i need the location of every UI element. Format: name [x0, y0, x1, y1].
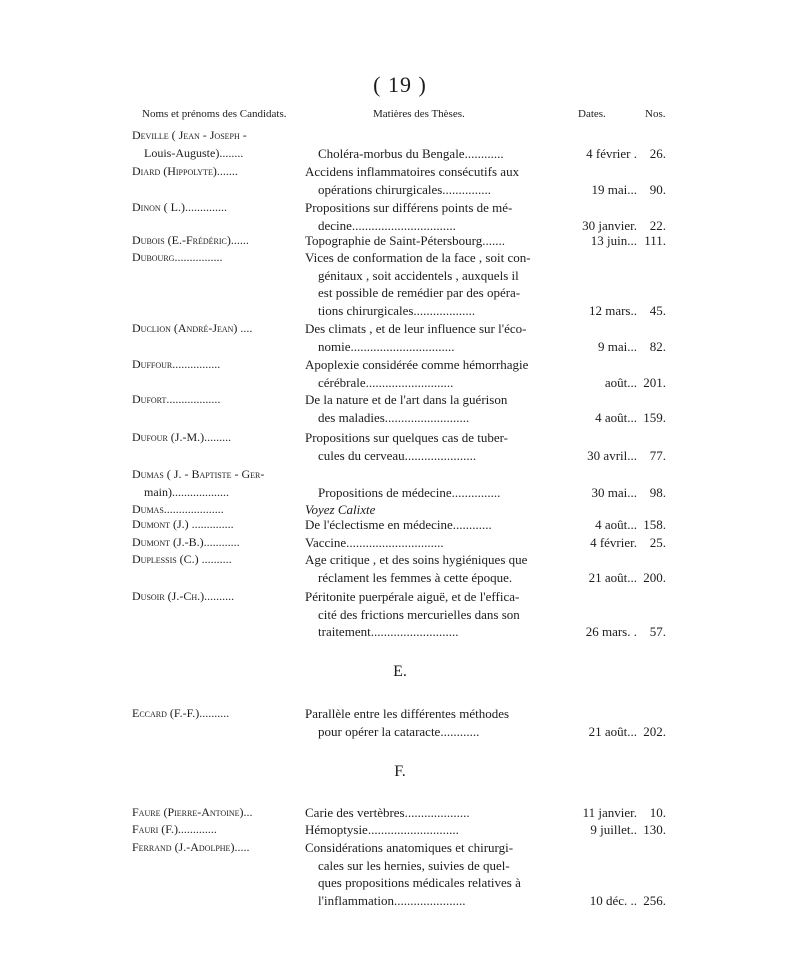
thesis-date: 9 juillet..	[590, 822, 637, 837]
thesis-subject: Propositions sur quelques cas de tuber-	[305, 430, 509, 445]
candidate-name: Dusoir (J.-Ch.)..........	[132, 589, 235, 603]
thesis-number: 201.	[643, 374, 666, 390]
thesis-subject: Voyez Calixte	[305, 502, 376, 517]
candidate-name: Eccard (F.-F.)..........	[132, 706, 230, 720]
candidate-name: Dinon ( L.)..............	[132, 200, 227, 214]
candidate-name: Dumont (J.-B.)............	[132, 535, 240, 549]
thesis-number: 111.	[644, 233, 666, 248]
thesis-date: 30 janvier.	[582, 217, 637, 233]
candidate-name: Dumont (J.) ..............	[132, 517, 234, 531]
entry-line	[0, 589, 800, 607]
thesis-number: 22.	[649, 217, 666, 233]
candidate-name: Dufort..................	[132, 392, 221, 406]
thesis-date: 13 juin...	[590, 233, 637, 248]
thesis-number: 158.	[643, 517, 666, 532]
thesis-number: 25.	[649, 535, 666, 550]
thesis-subject: ques propositions médicales relatives à	[318, 875, 521, 891]
entry-line	[0, 146, 800, 164]
thesis-subject: Parallèle entre les différentes méthodes	[305, 706, 510, 721]
thesis-subject: Propositions sur différens points de mé-	[305, 200, 513, 215]
thesis-date: 4 août...	[595, 517, 637, 532]
candidate-name: Fauri (F.).............	[132, 822, 217, 836]
thesis-subject: Choléra-morbus du Bengale............	[318, 145, 504, 161]
entry-line	[0, 724, 800, 742]
thesis-date: 30 avril...	[587, 447, 637, 463]
thesis-subject: opérations chirurgicales...............	[318, 181, 492, 197]
candidate-name: main)...................	[144, 484, 229, 499]
candidate-name: Louis-Auguste)........	[144, 145, 244, 160]
thesis-subject: Péritonite puerpérale aiguë, et de l'effica-	[305, 589, 520, 604]
entry-line	[0, 357, 800, 375]
entry-line	[0, 250, 800, 268]
entry-line	[0, 552, 800, 570]
entry-line	[0, 375, 800, 393]
thesis-number: 90.	[649, 181, 666, 197]
thesis-subject: Vices de conformation de la face , soit con-	[305, 250, 531, 265]
thesis-number: 200.	[643, 569, 666, 585]
thesis-date: 19 mai...	[591, 181, 637, 197]
thesis-date: 12 mars..	[588, 302, 637, 318]
thesis-date: 4 août...	[595, 409, 637, 425]
entry-line	[0, 607, 800, 625]
entry-line	[0, 164, 800, 182]
candidate-name: Dubois (E.-Frédéric)......	[132, 233, 249, 247]
entry-line	[0, 233, 800, 251]
candidate-name: Dubourg................	[132, 250, 223, 264]
thesis-number: 10.	[649, 805, 666, 820]
thesis-subject: des maladies..........................	[318, 409, 470, 425]
thesis-subject: decine................................	[318, 217, 456, 233]
entry-line	[0, 485, 800, 503]
thesis-subject: génitaux , soit accidentels , auxquels il	[318, 267, 519, 283]
candidate-name: Duplessis (C.) ..........	[132, 552, 232, 566]
column-header-names: Noms et prénoms des Candidats.	[142, 108, 287, 120]
thesis-date: 21 août...	[588, 723, 637, 739]
candidate-name: Dumas....................	[132, 502, 224, 516]
entry-line	[0, 822, 800, 840]
thesis-date: 10 déc. ..	[589, 892, 637, 908]
thesis-subject: est possible de remédier par des opéra-	[318, 285, 521, 301]
thesis-subject: tions chirurgicales...................	[318, 302, 476, 318]
entry-line	[0, 410, 800, 428]
thesis-date: 11 janvier.	[582, 805, 637, 820]
thesis-number: 77.	[649, 447, 666, 463]
thesis-date: 9 mai...	[598, 338, 637, 354]
candidate-name: Deville ( Jean - Joseph -	[132, 128, 247, 142]
column-header-dates: Dates.	[578, 108, 606, 120]
entry-line	[0, 467, 800, 485]
candidate-name: Duffour................	[132, 357, 221, 371]
entry-line	[0, 339, 800, 357]
entry-line	[0, 840, 800, 858]
candidate-name: Faure (Pierre-Antoine)...	[132, 805, 253, 819]
thesis-subject: cales sur les hernies, suivies de quel-	[318, 857, 510, 873]
entry-line	[0, 285, 800, 303]
thesis-subject: nomie................................	[318, 338, 455, 354]
entry-line	[0, 128, 800, 146]
column-header-numbers: Nos.	[645, 108, 666, 120]
entry-line	[0, 321, 800, 339]
thesis-number: 202.	[643, 723, 666, 739]
thesis-date: 4 février .	[586, 145, 637, 161]
thesis-subject: l'inflammation......................	[318, 892, 466, 908]
thesis-number: 130.	[643, 822, 666, 837]
entry-line	[0, 517, 800, 535]
page-number: ( 19 )	[373, 72, 427, 97]
thesis-subject: pour opérer la cataracte............	[318, 723, 480, 739]
thesis-subject: De la nature et de l'art dans la guérison	[305, 392, 508, 407]
thesis-subject: Apoplexie considérée comme hémorrhagie	[305, 357, 529, 372]
entry-line	[0, 392, 800, 410]
entry-line	[0, 430, 800, 448]
thesis-subject: cules du cerveau......................	[318, 447, 477, 463]
entry-line	[0, 448, 800, 466]
candidate-name: Duclion (André-Jean) ....	[132, 321, 253, 335]
section-letter-f: F.	[394, 763, 406, 780]
thesis-subject: Propositions de médecine...............	[318, 484, 501, 500]
thesis-subject: Topographie de Saint-Pétersbourg.......	[305, 233, 505, 248]
thesis-subject: réclament les femmes à cette époque.	[318, 569, 513, 585]
entry-line	[0, 858, 800, 876]
thesis-subject: cité des frictions mercurielles dans son	[318, 606, 520, 622]
candidate-name: Dufour (J.-M.).........	[132, 430, 232, 444]
entry-line	[0, 706, 800, 724]
entry-line	[0, 182, 800, 200]
thesis-subject: Accidens inflammatoires consécutifs aux	[305, 164, 520, 179]
entry-line	[0, 303, 800, 321]
thesis-subject: Vaccine..............................	[305, 535, 444, 550]
column-header-subjects: Matières des Thèses.	[373, 108, 465, 120]
thesis-date: 4 février.	[590, 535, 637, 550]
thesis-subject: Age critique , et des soins hygiéniques que	[305, 552, 528, 567]
thesis-subject: De l'éclectisme en médecine............	[305, 517, 492, 532]
section-letter-e: E.	[393, 663, 407, 680]
thesis-number: 45.	[649, 302, 666, 318]
thesis-number: 98.	[649, 484, 666, 500]
thesis-date: août...	[604, 374, 637, 390]
thesis-number: 159.	[643, 409, 666, 425]
thesis-subject: traitement...........................	[318, 624, 459, 640]
thesis-subject: cérébrale...........................	[318, 374, 454, 390]
thesis-number: 82.	[649, 338, 666, 354]
entry-line	[0, 893, 800, 911]
thesis-number: 26.	[649, 145, 666, 161]
thesis-subject: Hémoptysie............................	[305, 822, 459, 837]
entry-line	[0, 268, 800, 286]
thesis-date: 26 mars. .	[585, 624, 637, 640]
candidate-name: Diard (Hippolyte).......	[132, 164, 238, 178]
candidate-name: Ferrand (J.-Adolphe).....	[132, 840, 250, 854]
thesis-date: 21 août...	[588, 569, 637, 585]
entry-line	[0, 624, 800, 642]
thesis-subject: Carie des vertèbres....................	[305, 805, 470, 820]
thesis-subject: Considérations anatomiques et chirurgi-	[305, 840, 514, 855]
entry-line	[0, 200, 800, 218]
thesis-number: 57.	[649, 624, 666, 640]
thesis-number: 256.	[643, 892, 666, 908]
entry-line	[0, 535, 800, 553]
candidate-name: Dumas ( J. - Baptiste - Ger-	[132, 467, 265, 481]
thesis-subject: Des climats , et de leur influence sur l'éco-	[305, 321, 527, 336]
entry-line	[0, 805, 800, 823]
entry-line	[0, 570, 800, 588]
entry-line	[0, 875, 800, 893]
thesis-date: 30 mai...	[591, 484, 637, 500]
